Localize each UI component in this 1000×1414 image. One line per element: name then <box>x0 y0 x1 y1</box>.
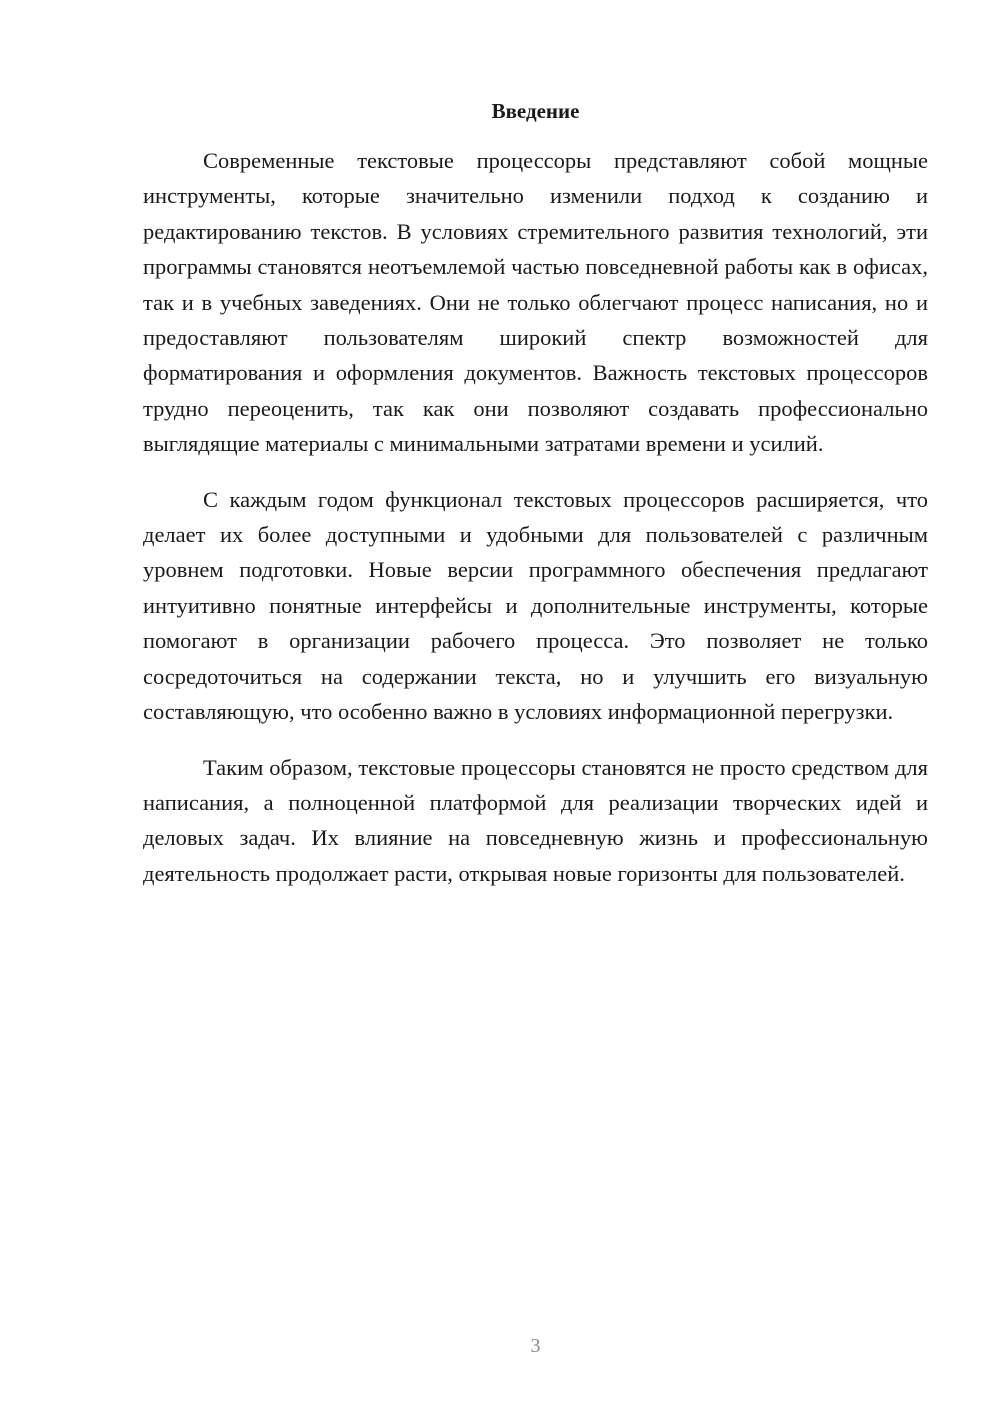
paragraph-2: С каждым годом функционал текстовых процессоров расширяется, что делает их более доступными и удобными для пользователей с различным уровнем подготовки. Новые версии программного обеспечения предлагают интуитивно понятные интерфейсы и дополнительные инструменты, которые помогают в организации рабочего процесса. Это позволяет не только сосредоточиться на содержании текста, но и улучшить его визуальную составляющую, что особенно важно в условиях информационной перегрузки. <box>143 486 928 725</box>
paragraph-1: Современные текстовые процессоры представляют собой мощные инструменты, которые значительно изменили подход к созданию и редактированию текстов. В условиях стремительного развития технологий, эти программы становятся неотъемлемой частью повседневной работы как в офисах, так и в учебных заведениях. Они не только облегчают процесс написания, но и предоставляют пользователям широкий спектр возможностей для форматирования и оформления документов. Важность текстовых процессоров трудно переоценить, так как они позволяют создавать профессионально выглядящие материалы с минимальными затратами времени и усилий. <box>143 148 928 457</box>
section-heading: Введение <box>491 99 580 123</box>
page-number: 3 <box>530 1335 541 1357</box>
paragraph-3: Таким образом, текстовые процессоры становятся не просто средством для написания, а полноценной платформой для реализации творческих идей и деловых задач. Их влияние на повседневную жизнь и профессиональную деятельность продолжает расти, открывая новые горизонты для пользователей. <box>143 754 928 886</box>
body-text <box>143 143 928 911</box>
